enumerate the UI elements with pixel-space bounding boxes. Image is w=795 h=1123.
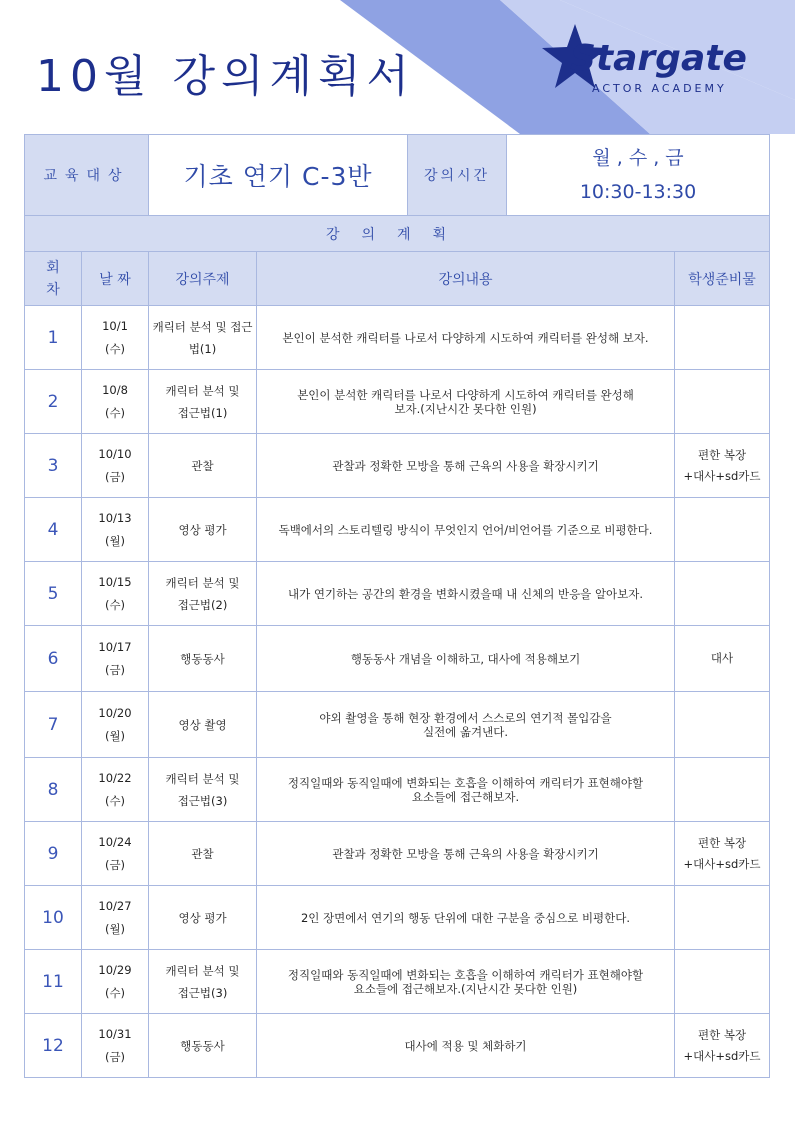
col-no: 회 차 [25,252,82,306]
session-content: 관찰과 정확한 모방을 통해 근육의 사용을 확장시키기 [257,434,675,498]
session-topic: 행동동사 [149,1014,257,1078]
session-prep [675,950,770,1014]
col-topic: 강의주제 [149,252,257,306]
schedule-row [25,498,770,562]
session-content: 정직일때와 동직일때에 변화되는 호흡을 이해하여 캐릭터가 표현해야할 요소들에 접근해보자. [257,758,675,822]
session-content: 2인 장면에서 연기의 행동 단위에 대한 구분을 중심으로 비평한다. [257,886,675,950]
session-prep [675,886,770,950]
session-number: 6 [25,626,82,692]
session-number: 10 [25,886,82,950]
time-hours: 10:30-13:30 [579,181,697,203]
session-prep [675,758,770,822]
session-content: 관찰과 정확한 모방을 통해 근육의 사용을 확장시키기 [257,822,675,886]
session-content: 야외 촬영을 통해 현장 환경에서 스스로의 연기적 몰입감을 실전에 옮겨낸다. [257,692,675,758]
schedule-row [25,822,770,886]
lecture-plan-table [24,134,770,1078]
time-value [507,135,769,215]
session-number: 9 [25,822,82,886]
session-prep [675,692,770,758]
plan-band-row [25,216,770,252]
target-value: 기초 연기 C-3반 [149,135,408,215]
session-prep [675,370,770,434]
session-prep [675,498,770,562]
session-date: 10/1 (수) [82,306,149,370]
session-prep: 편한 복장 +대사+sd카드 [675,1014,770,1078]
session-prep: 편한 복장 +대사+sd카드 [675,822,770,886]
session-content: 내가 연기하는 공간의 환경을 변화시켰을때 내 신체의 반응을 알아보자. [257,562,675,626]
session-date: 10/20 (월) [82,692,149,758]
session-date: 10/27 (월) [82,886,149,950]
session-topic: 관찰 [149,434,257,498]
session-number: 12 [25,1014,82,1078]
session-date: 10/24 (금) [82,822,149,886]
session-topic: 캐릭터 분석 및 접근법(1) [149,370,257,434]
session-date: 10/10 (금) [82,434,149,498]
info-row [25,135,770,216]
session-number: 1 [25,306,82,370]
logo-subtitle: ACTOR ACADEMY [592,82,727,95]
session-topic: 캐릭터 분석 및 접근 법(1) [149,306,257,370]
schedule-row [25,1014,770,1078]
schedule-row [25,562,770,626]
session-content: 정직일때와 동직일때에 변화되는 호흡을 이해하여 캐릭터가 표현해야할 요소들에 접근해보자.(지난시간 못다한 인원) [257,950,675,1014]
schedule-row [25,950,770,1014]
session-date: 10/29 (수) [82,950,149,1014]
session-topic: 관찰 [149,822,257,886]
col-content: 강의내용 [257,252,675,306]
stargate-logo [540,22,770,102]
session-topic: 영상 평가 [149,498,257,562]
session-topic: 행동동사 [149,626,257,692]
target-label: 교육대상 [25,135,149,216]
session-prep: 대사 [675,626,770,692]
schedule-row [25,306,770,370]
session-date: 10/17 (금) [82,626,149,692]
session-content: 본인이 분석한 캐릭터를 나로서 다양하게 시도하여 캐릭터를 완성해 보자.(지난시간 못다한 인원) [257,370,675,434]
session-topic: 캐릭터 분석 및 접근법(3) [149,758,257,822]
col-date: 날 짜 [82,252,149,306]
session-topic: 영상 촬영 [149,692,257,758]
session-number: 5 [25,562,82,626]
time-days: 월 , 수 , 금 [592,147,684,169]
session-prep [675,562,770,626]
info-right [149,135,770,216]
session-topic: 캐릭터 분석 및 접근법(3) [149,950,257,1014]
session-content: 본인이 분석한 캐릭터를 나로서 다양하게 시도하여 캐릭터를 완성해 보자. [257,306,675,370]
session-topic: 영상 평가 [149,886,257,950]
session-date: 10/31 (금) [82,1014,149,1078]
session-date: 10/13 (월) [82,498,149,562]
schedule-row [25,626,770,692]
session-prep [675,306,770,370]
schedule-row [25,434,770,498]
schedule-row [25,370,770,434]
session-date: 10/8 (수) [82,370,149,434]
schedule-row [25,758,770,822]
page-title: 10월 강의계획서 [36,51,415,102]
session-content: 행동동사 개념을 이해하고, 대사에 적용해보기 [257,626,675,692]
session-content: 대사에 적용 및 체화하기 [257,1014,675,1078]
session-number: 8 [25,758,82,822]
session-number: 4 [25,498,82,562]
plan-label: 강의계획 [25,216,770,252]
session-number: 2 [25,370,82,434]
session-prep: 편한 복장 +대사+sd카드 [675,434,770,498]
col-prep: 학생준비물 [675,252,770,306]
schedule-row [25,692,770,758]
session-topic: 캐릭터 분석 및 접근법(2) [149,562,257,626]
column-header-row [25,252,770,306]
session-number: 11 [25,950,82,1014]
session-number: 7 [25,692,82,758]
session-content: 독백에서의 스토리텔링 방식이 무엇인지 언어/비언어를 기준으로 비평한다. [257,498,675,562]
session-number: 3 [25,434,82,498]
session-date: 10/22 (수) [82,758,149,822]
time-label: 강의시간 [408,135,507,215]
logo-wordmark: Stargate [570,38,747,79]
schedule-row [25,886,770,950]
session-date: 10/15 (수) [82,562,149,626]
